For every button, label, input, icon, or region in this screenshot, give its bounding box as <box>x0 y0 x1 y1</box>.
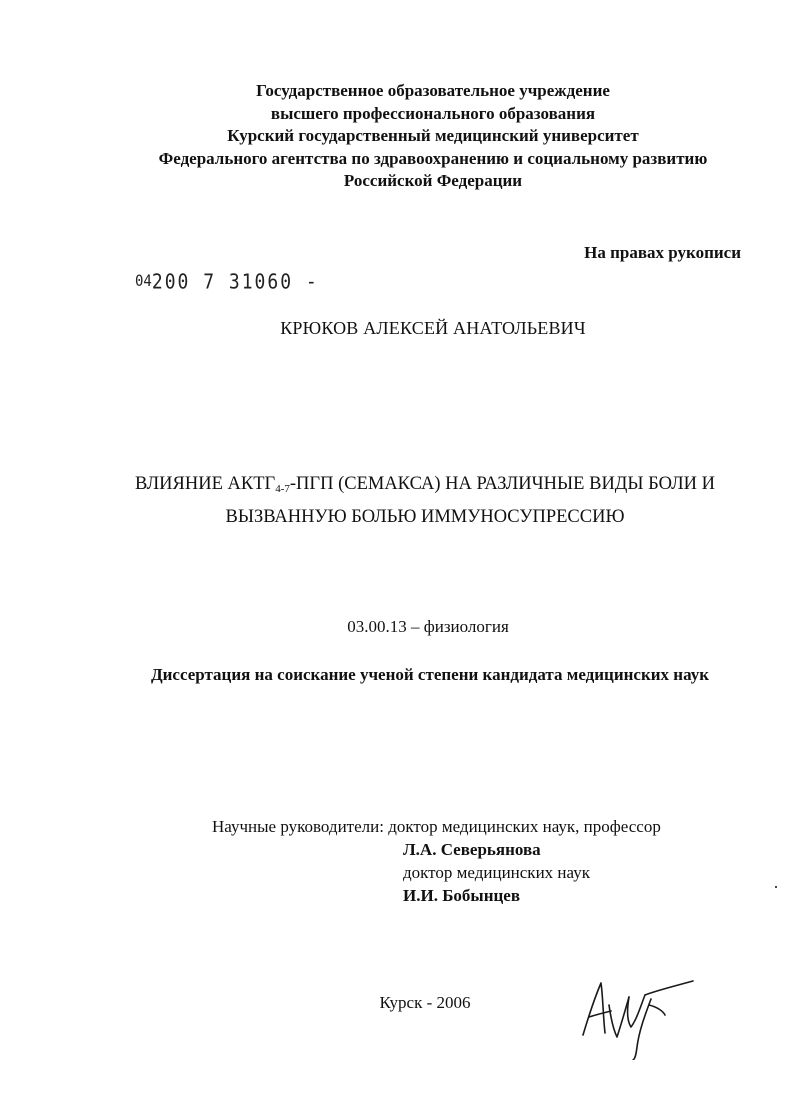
archive-stamp-number: 200 7 31060 - <box>151 270 319 295</box>
author-name: КРЮКОВ АЛЕКСЕЙ АНАТОЛЬЕВИЧ <box>280 318 586 338</box>
institution-header <box>0 80 799 193</box>
institution-line: Курский государственный медицинский университет <box>227 126 639 145</box>
supervisor-1-title: доктор медицинских наук, профессор <box>388 817 661 836</box>
title-part: ВЛИЯНИЕ АКТГ <box>134 474 276 494</box>
institution-line: высшего профессионального образования <box>270 103 596 123</box>
city-year: Курск - 2006 <box>379 993 471 1012</box>
supervisor-2-title: доктор медицинских наук <box>403 863 590 882</box>
title-part: -ПГП (СЕМАКСА) НА РАЗЛИЧНЫЕ ВИДЫ БОЛИ И <box>289 474 716 494</box>
supervisor-1-name: Л.А. Северьянова <box>403 840 541 859</box>
archive-stamp-prefix: 04 <box>135 272 152 291</box>
manuscript-rights-note: На правах рукописи <box>584 243 741 262</box>
scan-dot-mark <box>775 886 777 888</box>
supervisors-first-row <box>212 815 661 838</box>
degree-statement: Диссертация на соискание ученой степени кандидата медицинских наук <box>150 665 710 684</box>
thesis-title <box>0 468 799 534</box>
archive-stamp <box>135 270 319 294</box>
thesis-title-line-2: ВЫЗВАННУЮ БОЛЬЮ ИММУНОСУПРЕССИЮ <box>225 507 625 527</box>
thesis-title-line-1 <box>0 468 799 501</box>
title-subscript: 4-7 <box>275 483 290 495</box>
institution-line: Государственное образовательное учреждение <box>256 81 610 100</box>
specialty-code: 03.00.13 – физиология <box>347 617 509 636</box>
supervisors-label: Научные руководители: <box>212 817 384 836</box>
supervisors-block <box>212 815 661 907</box>
institution-line: Федерального агентства по здравоохранению и социальному развитию <box>158 148 708 168</box>
supervisor-2-name: И.И. Бобынцев <box>403 886 521 905</box>
handwritten-signature <box>575 975 705 1060</box>
institution-line: Российской Федерации <box>343 171 523 190</box>
